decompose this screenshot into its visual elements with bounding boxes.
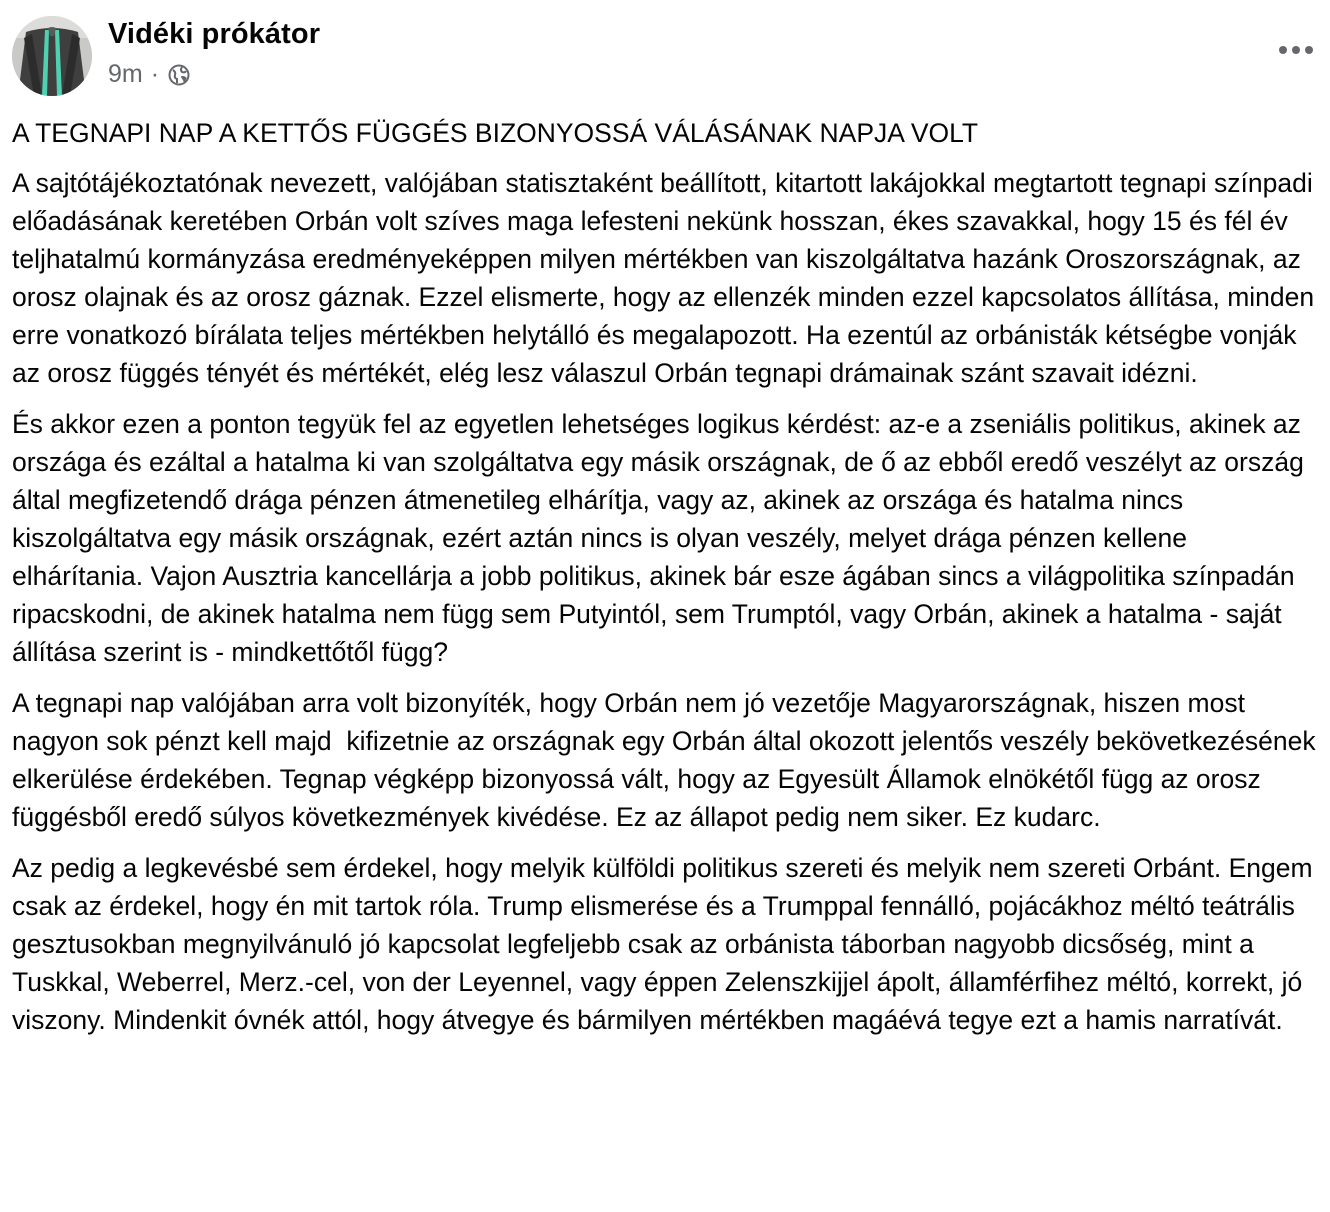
- meta-separator: ·: [150, 60, 160, 88]
- more-options-icon: [1278, 42, 1314, 60]
- post-paragraph: Az pedig a legkevésbé sem érdekel, hogy melyik külföldi politikus szereti és melyik nem szereti Orbánt. Engem csak az érdekel, hogy én mit tartok róla. Trump elismerése és a Trumppal fennálló, pojácákhoz méltó teátrális gesztusokban megnyilvánuló jó kapcsolat legfeljebb csak az orbánista táborban nagyobb dicsőség, mint a Tuskkal, Weberrel, Merz.-cel, von der Leyennel, vagy éppen Zelenszkijjel ápolt, államférfihez méltó, korrekt, jó viszony. Mindenkit óvnék attól, hogy átvegye és bármilyen mértékben magáévá tegye ezt a hamis narratívát.: [12, 853, 1320, 1035]
- more-options-button[interactable]: [1276, 36, 1316, 66]
- globe-icon[interactable]: [167, 63, 191, 87]
- post-paragraph: A sajtótájékoztatónak nevezett, valójában statisztaként beállított, kitartott lakájokkal megtartott tegnapi színpadi előadásának keretében Orbán volt szíves maga lefesteni nekünk hosszan, ékes szavakkal, hogy 15 és fél év teljhatalmú kormányzása eredményeképpen milyen mértékben van kiszolgáltatva hazánk Oroszországnak, az orosz olajnak és az orosz gáznak. Ezzel elismerte, hogy az ellenzék minden ezzel kapcsolatos állítása, minden erre vonatkozó bírálata teljes mértékben helytálló és megalapozott. Ha ezentúl az orbánisták kétségbe vonják az orosz függés tényét és mértékét, elég lesz válaszul Orbán tegnapi drámainak szánt szavait idézni.: [12, 168, 1322, 388]
- post-paragraph: A tegnapi nap valójában arra volt bizonyíték, hogy Orbán nem jó vezetője Magyarországnak, hiszen most nagyon sok pénzt kell majd kifizetnie az országnak egy Orbán által okozott jelentős veszély bekövetkezésének elkerülése érdekében. Tegnap végképp bizonyossá vált, hogy az Egyesült Államok elnökétől függ az orosz függésből eredő súlyos következmények kivédése. Ez az állapot pedig nem siker. Ez kudarc.: [12, 688, 1324, 832]
- post-body: [12, 114, 1324, 1052]
- post-meta: [108, 60, 191, 89]
- post-paragraph: És akkor ezen a ponton tegyük fel az egyetlen lehetséges logikus kérdést: az-e a zseniális politikus, akinek az országa és ezáltal a hatalma ki van szolgáltatva egy másik országnak, de ő az ebből eredő veszélyt az ország által megfizetendő drága pénzen átmenetileg elhárítja, vagy az, akinek az országa és hatalma nincs kiszolgáltatva egy másik országnak, ezért aztán nincs is olyan veszély, melyet drága pénzen kellene elhárítania. Vajon Ausztria kancellárja a jobb politikus, akinek bár esze ágában sincs a világpolitika színpadán ripacskodni, de akinek hatalma nem függ sem Putyintól, sem Trumptól, vagy Orbán, akinek a hatalma - saját állítása szerint is - mindkettőtől függ?: [12, 409, 1312, 667]
- post-header: [12, 14, 1318, 98]
- avatar[interactable]: [12, 16, 92, 96]
- avatar-image: [12, 16, 92, 96]
- post-timestamp[interactable]: 9m: [108, 60, 143, 88]
- author-name[interactable]: Vidéki prókátor: [108, 18, 321, 50]
- post-title: A TEGNAPI NAP A KETTŐS FÜGGÉS BIZONYOSSÁ VÁLÁSÁNAK NAPJA VOLT: [12, 118, 979, 148]
